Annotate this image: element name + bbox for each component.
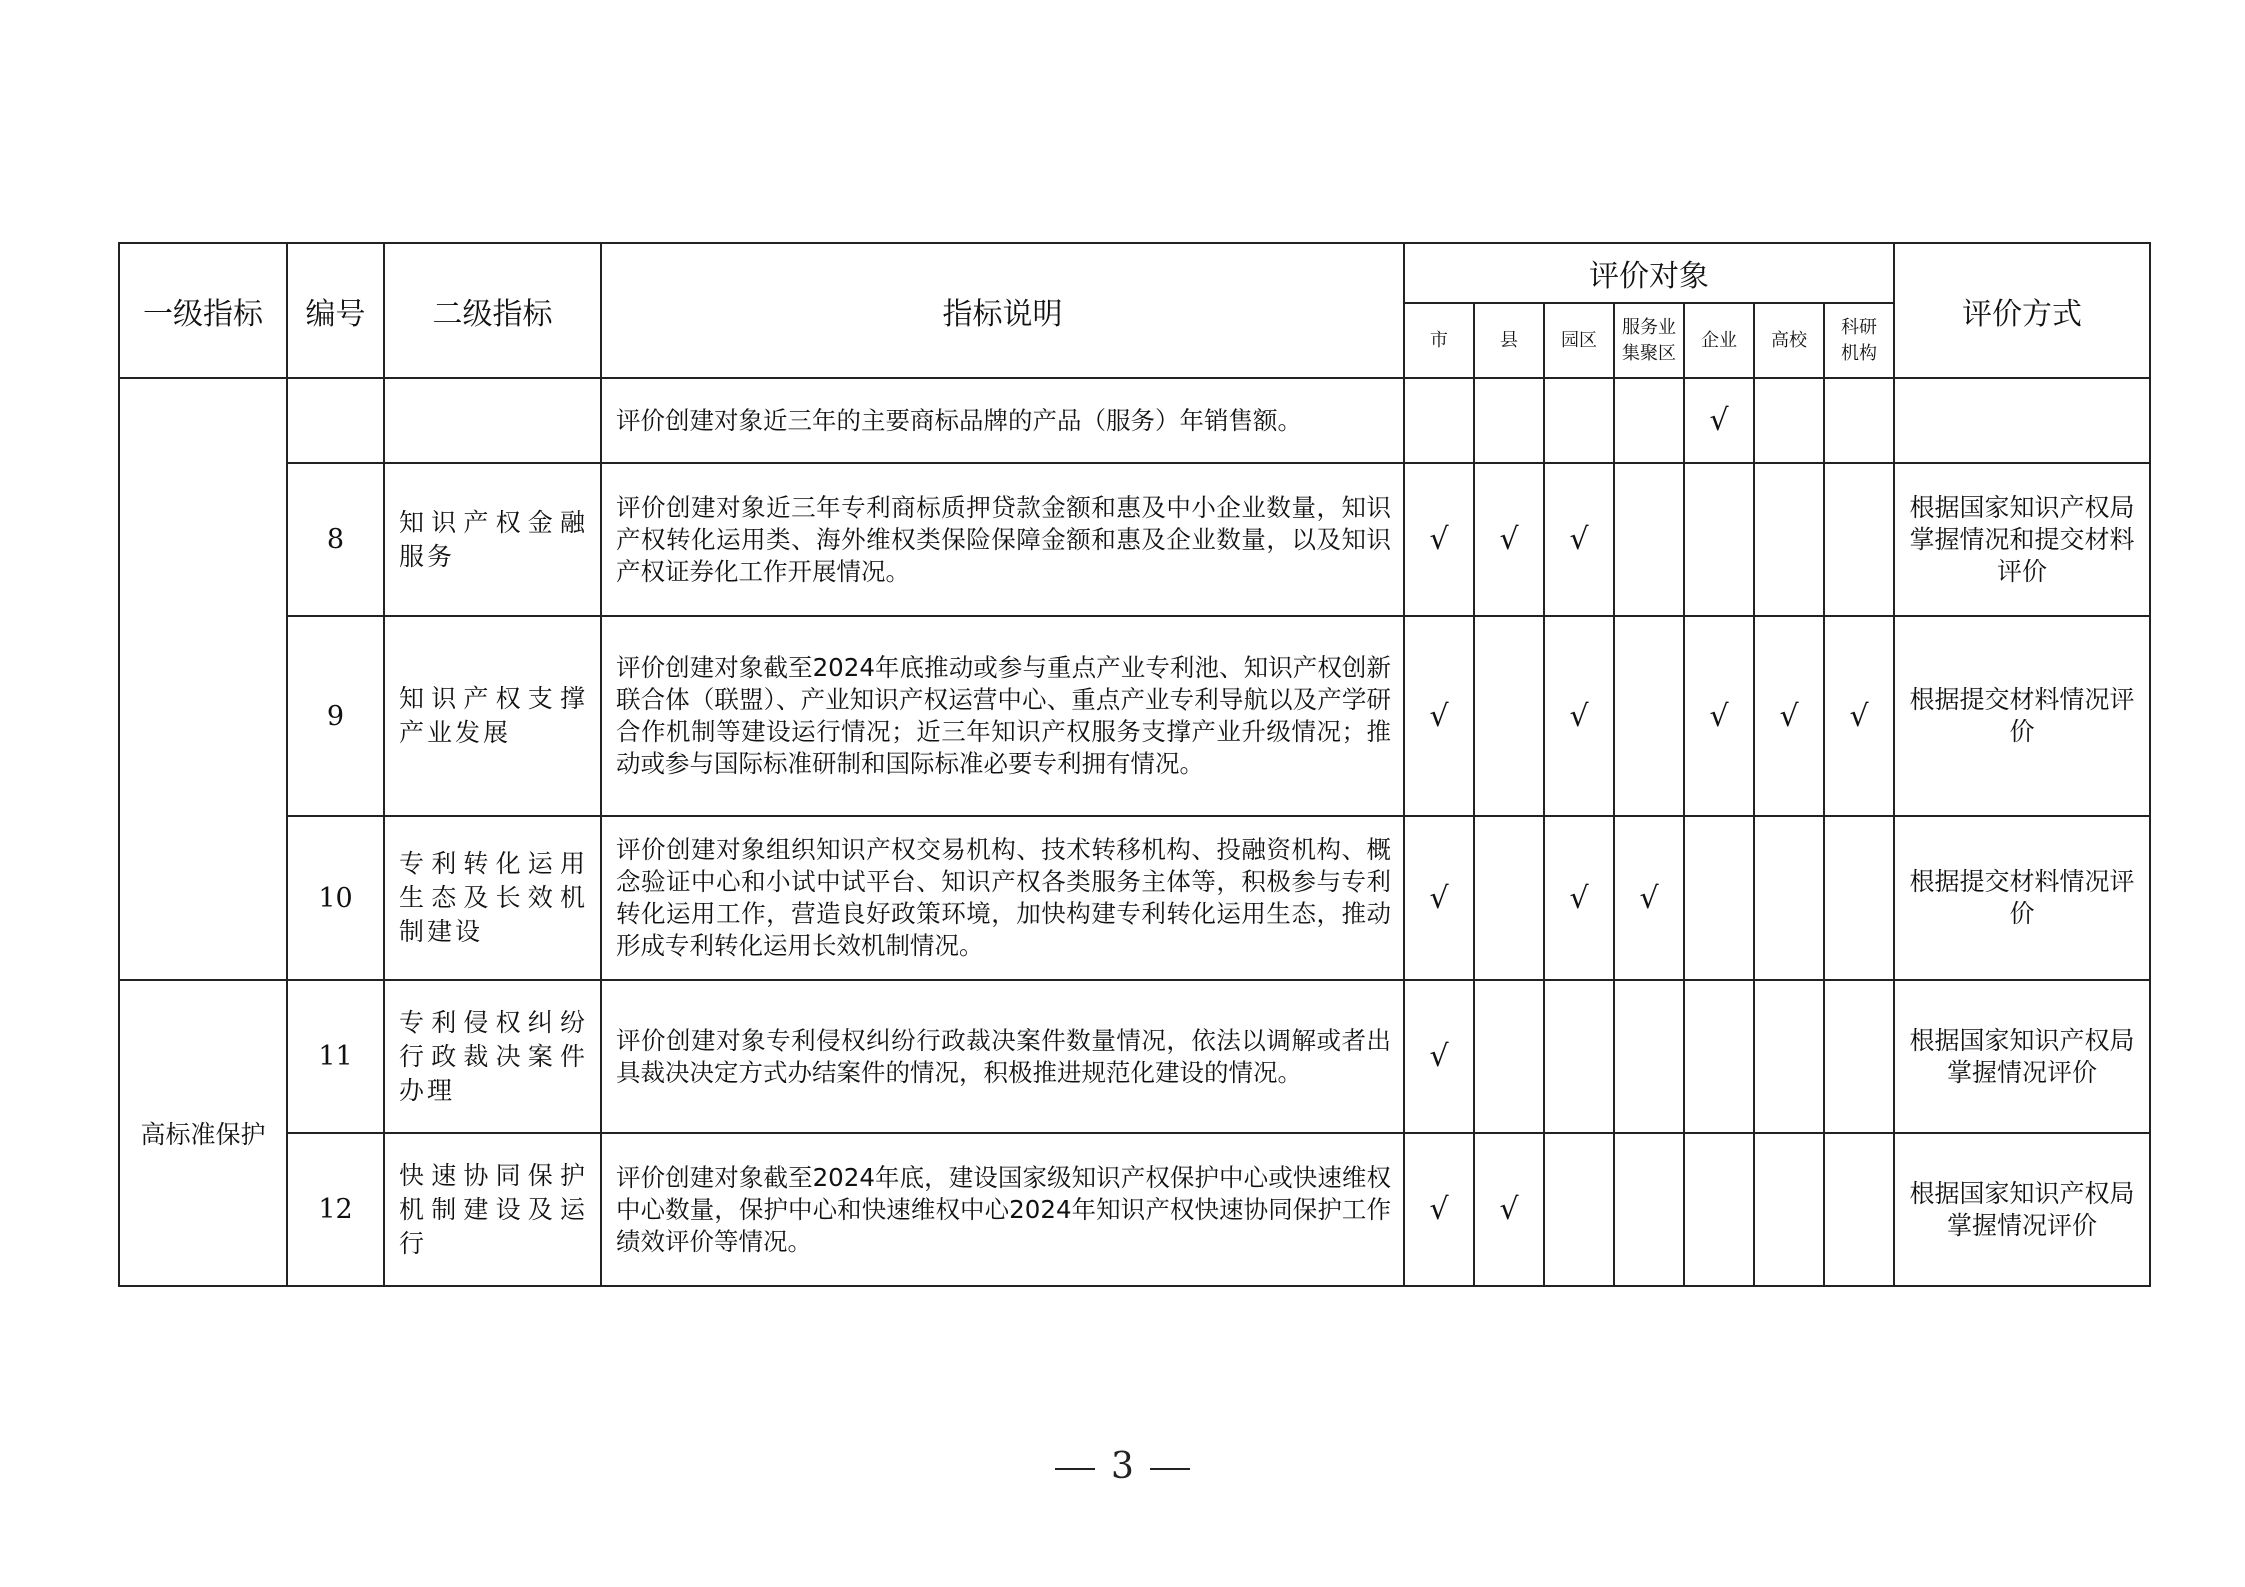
description-cell: 评价创建对象组织知识产权交易机构、技术转移机构、投融资机构、概念验证中心和小试中试平台、知识产权各类服务主体等，积极参与专利转化运用工作，营造良好政策环境，加快构建专利转化运用生态，推动形成专利转化运用长效机制情况。 <box>601 816 1404 980</box>
method-cell: 根据国家知识产权局掌握情况评价 <box>1894 1133 2150 1286</box>
number-cell: 12 <box>287 1133 384 1286</box>
check-cell: √ <box>1614 816 1684 980</box>
level2-cell <box>384 378 601 463</box>
number-cell: 9 <box>287 616 384 816</box>
table-row <box>119 980 2150 1133</box>
table-row <box>119 616 2150 816</box>
level2-cell <box>384 463 601 616</box>
level1-cell: 高标准保护 <box>119 980 287 1286</box>
level2-text: 知识产权金融服务 <box>399 507 588 571</box>
check-cell <box>1684 463 1754 616</box>
check-cell <box>1754 378 1824 463</box>
table-row <box>119 816 2150 980</box>
check-cell <box>1474 616 1544 816</box>
header-target: 高校 <box>1754 303 1824 378</box>
check-cell: √ <box>1824 616 1894 816</box>
level2-cell <box>384 1133 601 1286</box>
footer-dash-left <box>1055 1468 1095 1470</box>
check-cell <box>1544 378 1614 463</box>
check-cell <box>1404 378 1474 463</box>
check-cell <box>1754 463 1824 616</box>
description-cell: 评价创建对象近三年的主要商标品牌的产品（服务）年销售额。 <box>601 378 1404 463</box>
check-cell: √ <box>1404 980 1474 1133</box>
check-cell <box>1614 616 1684 816</box>
method-cell <box>1894 378 2150 463</box>
page-number: 3 <box>1111 1446 1134 1487</box>
check-cell <box>1754 1133 1824 1286</box>
table-row <box>119 378 2150 463</box>
description-cell: 评价创建对象截至2024年底推动或参与重点产业专利池、知识产权创新联合体（联盟）、产业知识产权运营中心、重点产业专利导航以及产学研合作机制等建设运行情况；近三年知识产权服务支撑产业升级情况；推动或参与国际标准研制和国际标准必要专利拥有情况。 <box>601 616 1404 816</box>
number-cell: 8 <box>287 463 384 616</box>
check-cell <box>1544 980 1614 1133</box>
table-row <box>119 463 2150 616</box>
check-cell: √ <box>1544 463 1614 616</box>
level2-cell <box>384 616 601 816</box>
level2-text: 专利转化运用生态及长效机制建设 <box>399 849 588 946</box>
level2-cell <box>384 980 601 1133</box>
check-cell <box>1824 980 1894 1133</box>
level1-cell <box>119 378 287 980</box>
header-level2: 二级指标 <box>384 243 601 378</box>
check-cell: √ <box>1404 463 1474 616</box>
header-target: 企业 <box>1684 303 1754 378</box>
level2-text: 快速协同保护机制建设及运行 <box>399 1160 588 1258</box>
description-cell: 评价创建对象近三年专利商标质押贷款金额和惠及中小企业数量，知识产权转化运用类、海外维权类保险保障金额和惠及企业数量，以及知识产权证券化工作开展情况。 <box>601 463 1404 616</box>
check-cell <box>1614 463 1684 616</box>
check-cell <box>1544 1133 1614 1286</box>
check-cell: √ <box>1474 463 1544 616</box>
method-cell: 根据国家知识产权局掌握情况和提交材料评价 <box>1894 463 2150 616</box>
header-target: 园区 <box>1544 303 1614 378</box>
check-cell <box>1614 980 1684 1133</box>
header-number: 编号 <box>287 243 384 378</box>
header-level1: 一级指标 <box>119 243 287 378</box>
header-target: 服务业集聚区 <box>1614 303 1684 378</box>
method-cell: 根据提交材料情况评价 <box>1894 616 2150 816</box>
check-cell <box>1614 1133 1684 1286</box>
check-cell <box>1754 980 1824 1133</box>
header-description: 指标说明 <box>601 243 1404 378</box>
check-cell <box>1684 816 1754 980</box>
method-cell: 根据国家知识产权局掌握情况评价 <box>1894 980 2150 1133</box>
check-cell: √ <box>1404 816 1474 980</box>
check-cell <box>1824 378 1894 463</box>
number-cell <box>287 378 384 463</box>
table-row <box>119 1133 2150 1286</box>
check-cell <box>1824 816 1894 980</box>
check-cell: √ <box>1404 1133 1474 1286</box>
level2-cell <box>384 816 601 980</box>
check-cell: √ <box>1544 816 1614 980</box>
header-targets: 评价对象 <box>1404 243 1894 303</box>
check-cell: √ <box>1684 378 1754 463</box>
header-target: 市 <box>1404 303 1474 378</box>
header-method: 评价方式 <box>1894 243 2150 378</box>
description-cell: 评价创建对象专利侵权纠纷行政裁决案件数量情况，依法以调解或者出具裁决决定方式办结案件的情况，积极推进规范化建设的情况。 <box>601 980 1404 1133</box>
level2-text: 知识产权支撑产业发展 <box>399 684 588 747</box>
check-cell: √ <box>1404 616 1474 816</box>
check-cell <box>1824 463 1894 616</box>
check-cell <box>1474 816 1544 980</box>
check-cell <box>1474 378 1544 463</box>
check-cell: √ <box>1544 616 1614 816</box>
check-cell: √ <box>1684 616 1754 816</box>
footer-dash-right <box>1150 1468 1190 1470</box>
check-cell <box>1824 1133 1894 1286</box>
number-cell: 10 <box>287 816 384 980</box>
header-target: 县 <box>1474 303 1544 378</box>
level2-text: 专利侵权纠纷行政裁决案件办理 <box>399 1007 588 1105</box>
page-footer <box>0 1446 2245 1487</box>
check-cell <box>1754 816 1824 980</box>
description-cell: 评价创建对象截至2024年底，建设国家级知识产权保护中心或快速维权中心数量，保护中心和快速维权中心2024年知识产权快速协同保护工作绩效评价等情况。 <box>601 1133 1404 1286</box>
header-target: 科研机构 <box>1824 303 1894 378</box>
check-cell <box>1684 980 1754 1133</box>
method-cell: 根据提交材料情况评价 <box>1894 816 2150 980</box>
indicator-table <box>118 242 2151 1287</box>
check-cell <box>1684 1133 1754 1286</box>
number-cell: 11 <box>287 980 384 1133</box>
check-cell <box>1474 980 1544 1133</box>
check-cell <box>1614 378 1684 463</box>
check-cell: √ <box>1754 616 1824 816</box>
check-cell: √ <box>1474 1133 1544 1286</box>
